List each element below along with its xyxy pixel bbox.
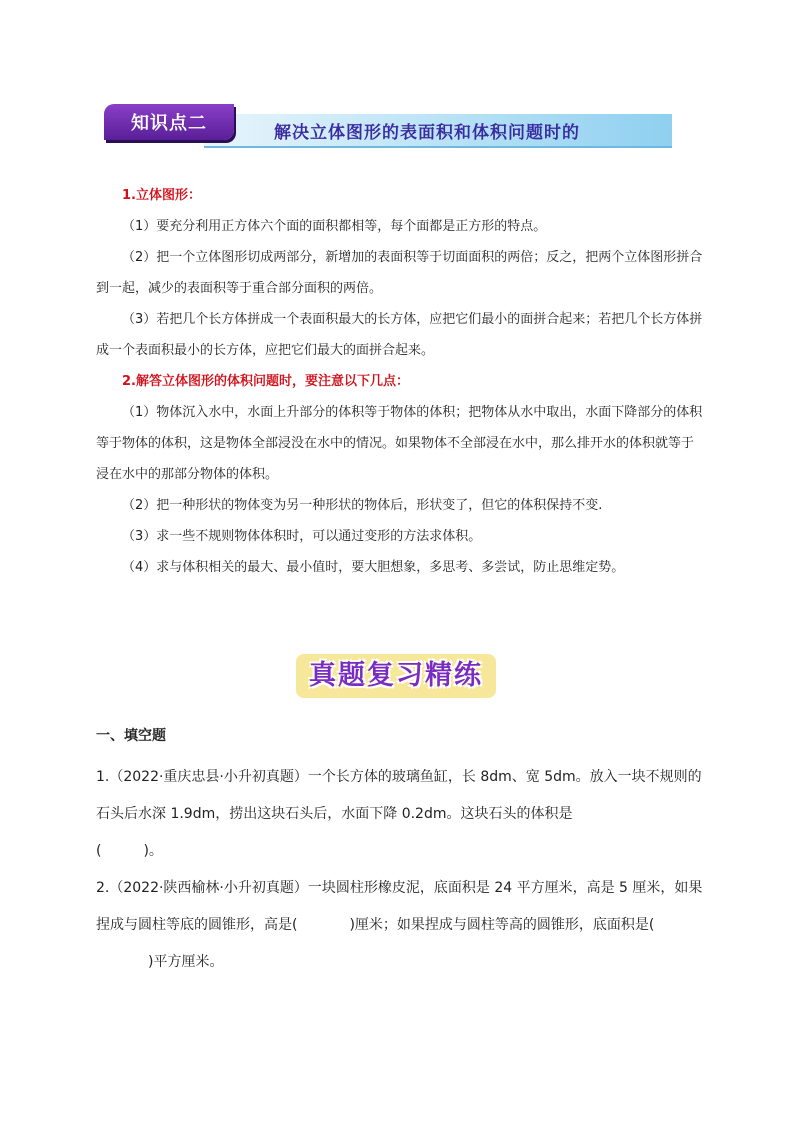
knowledge-paragraph: （1）要充分利用正方体六个面的面积都相等，每个面都是正方形的特点。 — [122, 219, 547, 234]
review-title-badge — [296, 654, 496, 698]
knowledge-paragraph: （1）物体沉入水中，水面上升部分的体积等于物体的体积；把物体从水中取出，水面下降部分的体积等于物体的体积，这是物体全部浸没在水中的情况。如果物体不全部浸在水中，那么排开水的体积就等于浸在水中的那部分物体的体积。 — [96, 405, 703, 482]
section-heading-solids: 1.立体图形： — [122, 188, 201, 203]
knowledge-paragraph: （3）求一些不规则物体体积时，可以通过变形的方法求体积。 — [122, 529, 482, 544]
question-1-blank: ( )。 — [96, 843, 163, 859]
knowledge-content — [96, 180, 706, 583]
banner-title: 解决立体图形的表面积和体积问题时的 — [274, 123, 580, 143]
question-2-text-a: 2.（2022·陕西榆林·小升初真题）一块圆柱形橡皮泥，底面积是 24 平方厘米，高是 5 厘米，如果捏成与圆柱等底的圆锥形，高是( — [96, 880, 703, 933]
knowledge-paragraph: （3）若把几个长方体拼成一个表面积最大的长方体，应把它们最小的面拼合起来；若把几个长方体拼成一个表面积最小的长方体，应把它们最大的面拼合起来。 — [96, 312, 703, 358]
question-2-text-b: )厘米；如果捏成与圆柱等高的圆锥形，底面积是( — [349, 917, 655, 933]
knowledge-paragraph: （2）把一种形状的物体变为另一种形状的物体后，形状变了，但它的体积保持不变. — [122, 498, 603, 513]
question-1-text: 1.（2022·重庆忠县·小升初真题）一个长方体的玻璃鱼缸，长 8dm、宽 5dm。放入一块不规则的石头后水深 1.9dm，捞出这块石头后，水面下降 0.2dm。这块石头的体积是 — [96, 769, 702, 822]
section-heading-volume: 2.解答立体图形的体积问题时，要注意以下几点： — [122, 374, 409, 389]
knowledge-point-badge: 知识点二 — [104, 104, 234, 140]
knowledge-point-banner — [104, 104, 672, 150]
questions-section — [96, 718, 706, 981]
question-2 — [96, 870, 706, 981]
review-title: 真题复习精练 — [309, 660, 483, 691]
question-1 — [96, 759, 706, 870]
question-type-heading: 一、填空题 — [96, 728, 166, 744]
knowledge-paragraph: （2）把一个立体图形切成两部分，新增加的表面积等于切面面积的两倍；反之，把两个立体图形拼合到一起，减少的表面积等于重合部分面积的两倍。 — [96, 250, 703, 296]
knowledge-paragraph: （4）求与体积相关的最大、最小值时，要大胆想象，多思考、多尝试，防止思维定势。 — [122, 560, 625, 575]
question-2-text-c: )平方厘米。 — [148, 954, 224, 970]
